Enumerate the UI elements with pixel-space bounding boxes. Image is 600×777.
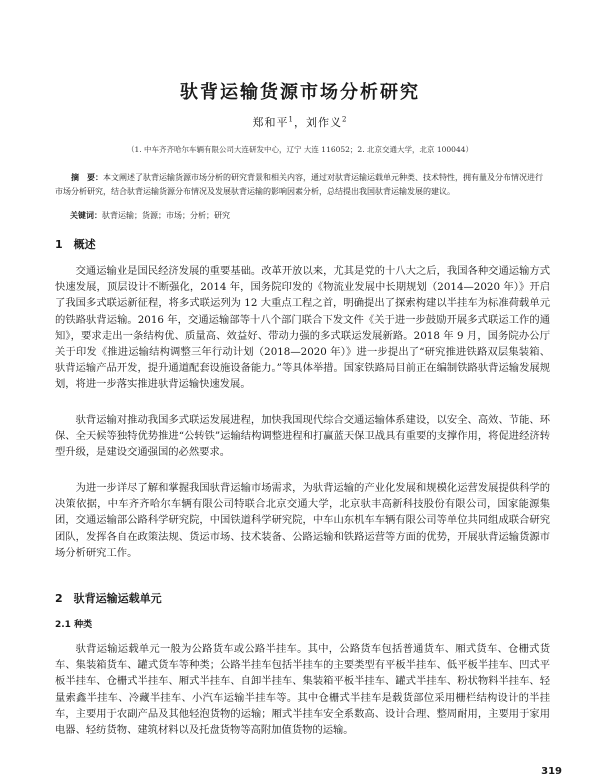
author-line — [0, 114, 600, 130]
paper-title: 驮背运输货源市场分析研究 — [180, 82, 420, 103]
subsection-heading: 2.1 种类 — [55, 620, 93, 630]
body-paragraph: 驮背运输运载单元一般为公路货车或公路半挂车。其中，公路货车包括普通货车、厢式货车、仓栅式货车、集装箱货车、罐式货车等种类；公路半挂车包括半挂车的主要类型有平板半挂车、低平板半挂车、凹式平板半挂车、仓栅式半挂车、厢式半挂车、自卸半挂车、集装箱平板半挂车、罐式半挂车、粉状物料半挂车、轻量索鑫半挂车、冷藏半挂车、小汽车运输半挂车等。其中仓栅式半挂车是载货部位采用栅栏结构设计的半挂车，主要用于农副产品及其他轻泡货物的运输；厢式半挂车安全系数高、设计合理、整周耐用，主要用于家用电器、轻纺货物、建筑材料以及托盘货物等高附加值货物的运输。 — [55, 643, 550, 737]
abstract — [55, 170, 545, 199]
section-heading: 1 概述 — [55, 238, 96, 251]
keywords-label: 关键词： — [70, 210, 102, 220]
body-paragraph: 为进一步详尽了解和掌握我国驮背运输市场需求，为驮背运输的产业化发展和规模化运营发展提供科学的决策依据，中车齐齐哈尔车辆有限公司特联合北京交通大学，北京驮丰高新科技股份有限公司，国家能源集团，交通运输部公路科学研究院，中国铁道科学研究院，中车山东机车车辆有限公司等单位共同组成联合研究团队，发挥各自在政策法规、货运市场、技术装备、公路运输和铁路运营等方面的优势，开展驮背运输货源市场分析研究工作。 — [55, 482, 550, 559]
author-affil-mark: 1 — [288, 115, 294, 124]
author-name: 刘作义 — [306, 116, 342, 129]
author-name: 郑和平 — [252, 116, 289, 129]
keywords-text: 驮背运输；货源；市场；分析；研究 — [102, 211, 230, 220]
author-affil-mark: 2 — [342, 115, 348, 124]
page-number: 319 — [541, 766, 562, 777]
body-paragraph: 驮背运输对推动我国多式联运发展进程，加快我国现代综合交通运输体系建设，以安全、高效、节能、环保、全天候等独特优势推进“公转铁”运输结构调整进程和打赢蓝天保卫战具有重要的支撑作用，将促进经济转型升级，是建设交通强国的必然要求。 — [55, 414, 550, 459]
keywords — [70, 210, 545, 221]
section-heading: 2 驮背运输运载单元 — [55, 592, 162, 605]
abstract-text: 本文阐述了驮背运输货源市场分析的研究背景和相关内容，通过对驮背运输运载单元种类、技术特性，拥有量及分布情况进行市场分析研究，结合驮背运输货源分布情况及发展驮背运输的影响因素分析，总结提出我国驮背运输发展的建议。 — [55, 173, 543, 196]
abstract-label: 摘 要： — [71, 172, 103, 182]
author-separator: ， — [294, 116, 306, 129]
affiliation: （1. 中车齐齐哈尔车辆有限公司大连研发中心，辽宁 大连 116052；2. 北京交通大学，北京 100044） — [127, 145, 473, 154]
body-paragraph: 交通运输业是国民经济发展的重要基础。改革开放以来，尤其是党的十八大之后，我国各种交通运输方式快速发展，顶层设计不断强化，2014 年，国务院印发的《物流业发展中长期规划（2014—2020 年）》开启了我国多式联运新征程，将多式联运列为 12 大重点工程之首，明确提出了探索构建以半挂车为标准荷载单元的铁路驮背运输。2016 年，交通运输部等十八个部门联合下发文件《关于进一步鼓励开展多式联运工作的通知》，要求走出一条结构优、质量高、效益好、带动力强的多式联运发展新路。2018 年 9 月，国务院办公厅关于印发《推进运输结构调整三年行动计划（2018—2020 年）》进一步提出了“研究推进铁路双层集装箱、驮背运输产品开发，提升通道配套设施设备能力。”等具体举措。国家铁路局目前正在编制铁路驮背运输发展规划，将进一步落实推进驮背运输快速发展。 — [55, 265, 550, 391]
